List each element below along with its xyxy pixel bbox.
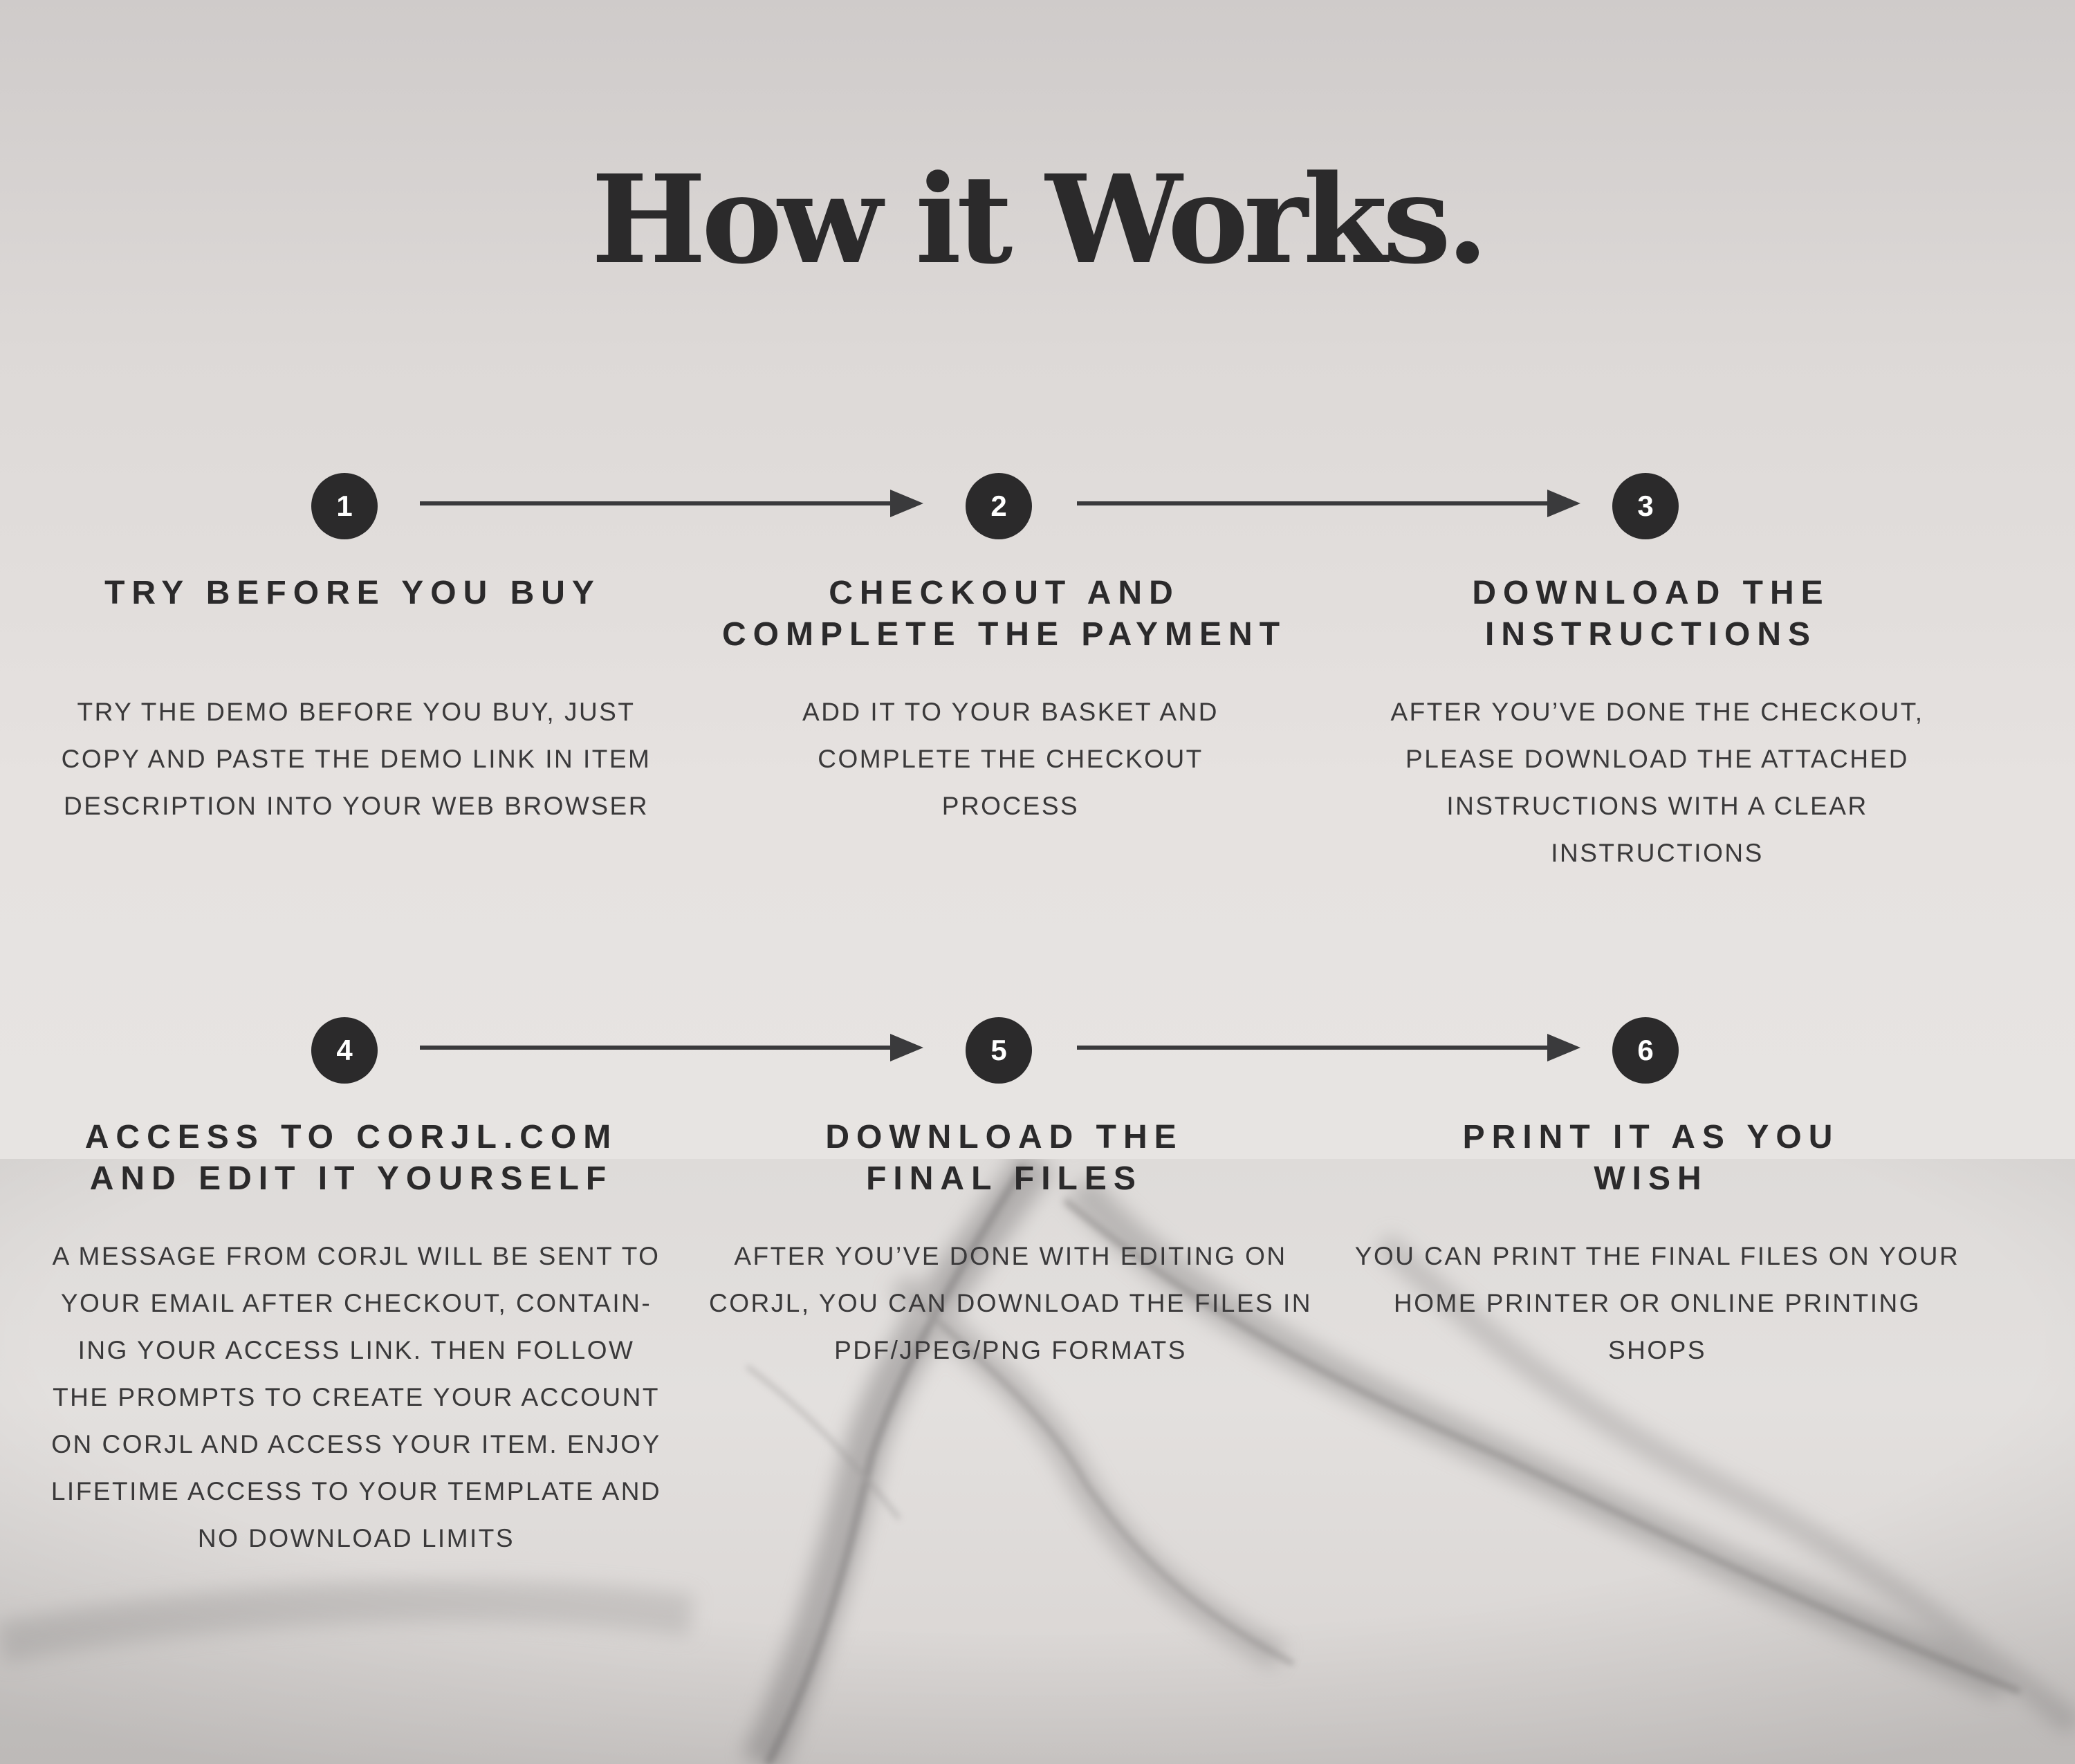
step-number-badge: 1 <box>311 473 378 539</box>
step-description-line: DESCRIPTION INTO YOUR WEB BROWSER <box>64 792 649 820</box>
step-description-line: PLEASE DOWNLOAD THE ATTACHED <box>1405 745 1909 773</box>
step-number-badge: 3 <box>1612 473 1679 539</box>
step-description-line: ADD IT TO YOUR BASKET AND <box>802 698 1219 726</box>
step-description-line: CORJL, YOU CAN DOWNLOAD THE FILES IN <box>709 1289 1312 1317</box>
step-description <box>699 689 1322 830</box>
arrow-right-icon <box>420 493 918 514</box>
step-heading-line: COMPLETE THE PAYMENT <box>721 616 1287 653</box>
step-heading <box>1354 1117 1948 1200</box>
arrow-right-icon <box>1077 493 1575 514</box>
step-description-line: AFTER YOU’VE DONE WITH EDITING ON <box>734 1242 1287 1270</box>
step-description-line: INSTRUCTIONS WITH A CLEAR <box>1446 792 1868 820</box>
step-heading-line: PRINT IT AS YOU <box>1462 1119 1840 1155</box>
step-description-line: YOU CAN PRINT THE FINAL FILES ON YOUR <box>1354 1242 1960 1270</box>
step-description-line: LIFETIME ACCESS TO YOUR TEMPLATE AND <box>50 1477 662 1505</box>
step-description-line: NO DOWNLOAD LIMITS <box>197 1524 515 1552</box>
step-number-badge: 4 <box>311 1017 378 1084</box>
step-description <box>45 689 667 830</box>
step-heading-line: FINAL FILES <box>866 1160 1143 1197</box>
step-heading <box>707 1117 1302 1200</box>
step-description <box>1346 689 1968 877</box>
step-heading-line: CHECKOUT AND <box>829 575 1180 611</box>
page-title: How it Works. <box>591 148 1484 291</box>
step-number-badge: 5 <box>966 1017 1032 1084</box>
step-description-line: PROCESS <box>941 792 1080 820</box>
step-description-line: AFTER YOU’VE DONE THE CHECKOUT, <box>1390 698 1924 726</box>
step-description-line: ON CORJL AND ACCESS YOUR ITEM. ENJOY <box>51 1430 661 1458</box>
step-description <box>699 1233 1322 1374</box>
step-heading-line: ACCESS TO CORJL.COM <box>84 1119 618 1155</box>
step-description-line: COMPLETE THE CHECKOUT <box>818 745 1204 773</box>
step-heading-line: AND EDIT IT YOURSELF <box>89 1160 614 1197</box>
step-heading <box>1354 573 1948 656</box>
step-description-line: YOUR EMAIL AFTER CHECKOUT, CONTAIN- <box>60 1289 652 1317</box>
step-heading-line: INSTRUCTIONS <box>1485 616 1817 653</box>
step-description-line: HOME PRINTER OR ONLINE PRINTING <box>1393 1289 1921 1317</box>
step-number-badge: 6 <box>1612 1017 1679 1084</box>
step-description <box>45 1233 667 1562</box>
step-description-line: PDF/JPEG/PNG FORMATS <box>834 1336 1187 1364</box>
step-heading <box>55 573 650 614</box>
step-heading <box>707 573 1302 656</box>
step-heading-line: DOWNLOAD THE <box>1472 575 1830 611</box>
arrow-right-icon <box>1077 1037 1575 1058</box>
step-description-line: INSTRUCTIONS <box>1551 839 1764 867</box>
step-description-line: THE PROMPTS TO CREATE YOUR ACCOUNT <box>53 1383 660 1411</box>
step-number-badge: 2 <box>966 473 1032 539</box>
step-heading <box>54 1117 649 1200</box>
step-description-line: SHOPS <box>1607 1336 1707 1364</box>
step-heading-line: WISH <box>1594 1160 1708 1197</box>
step-heading-line: TRY BEFORE YOU BUY <box>104 575 601 611</box>
step-heading-line: DOWNLOAD THE <box>825 1119 1183 1155</box>
step-description-line: A MESSAGE FROM CORJL WILL BE SENT TO <box>52 1242 661 1270</box>
arrow-right-icon <box>420 1037 918 1058</box>
step-description-line: COPY AND PASTE THE DEMO LINK IN ITEM <box>61 745 652 773</box>
step-description-line: TRY THE DEMO BEFORE YOU BUY, JUST <box>77 698 636 726</box>
step-description-line: ING YOUR ACCESS LINK. THEN FOLLOW <box>77 1336 635 1364</box>
step-description <box>1346 1233 1968 1374</box>
